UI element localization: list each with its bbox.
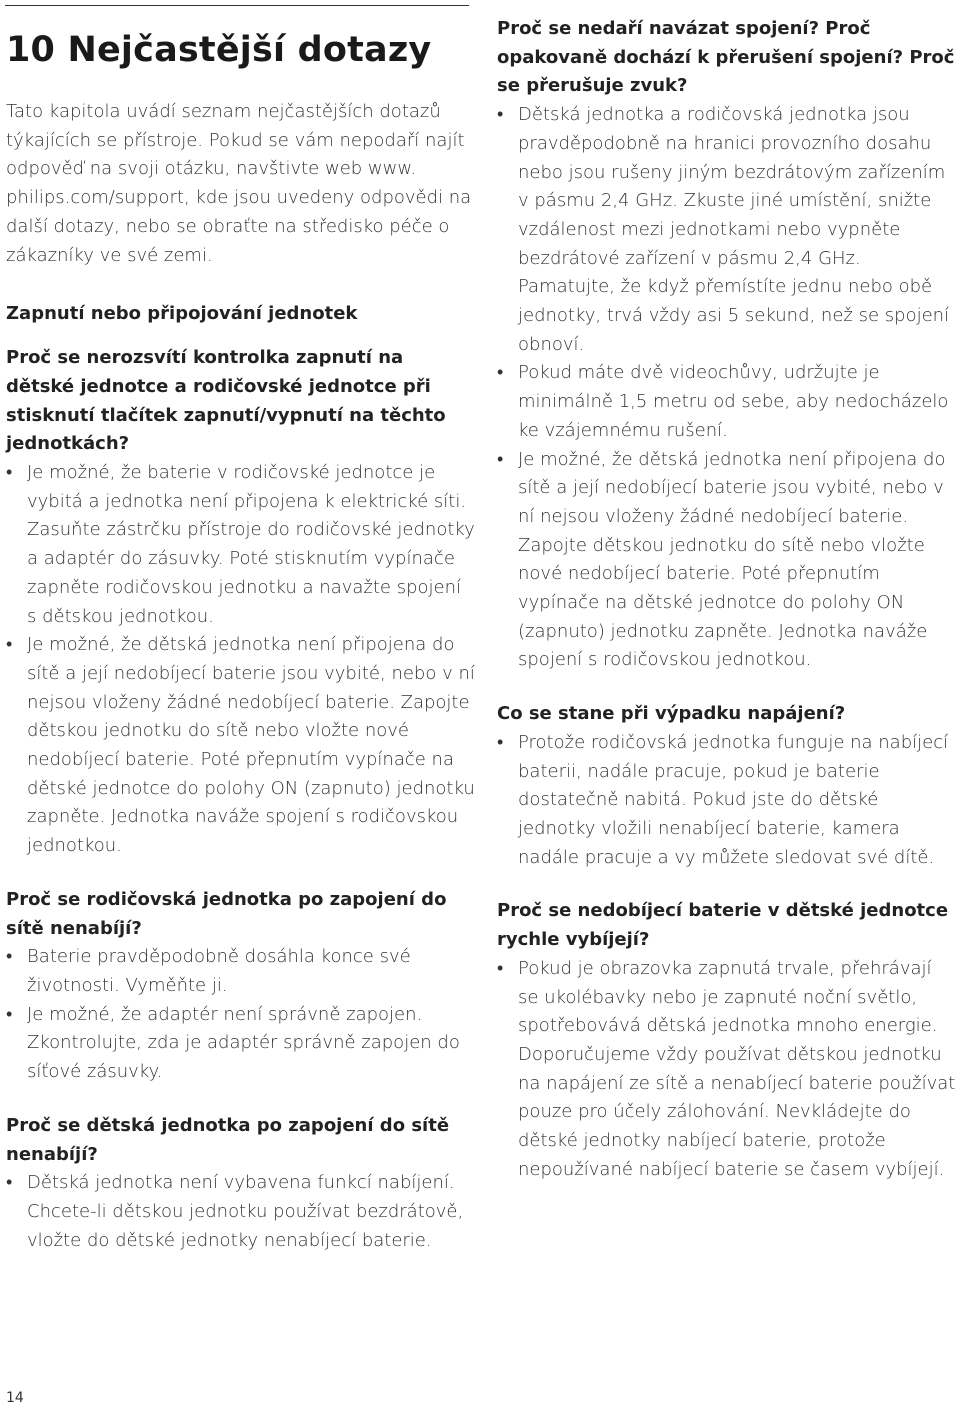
faq-answers: [497, 955, 957, 1185]
faq-answers: [6, 943, 476, 1087]
faq-answer-text: Je možné, že baterie v rodičovské jednotce je vybitá a jednotka není připojena k elektrické síti. Zasuňte zástrčku přístroje do rodičovské jednotky a adaptér do zásuvky. Poté stisknutím vypínače zapněte rodičovskou jednotku a navažte spojení s dětskou jednotkou.: [27, 462, 475, 627]
section-title: Zapnutí nebo připojování jednotek: [6, 303, 358, 325]
faq-answer: [6, 1001, 476, 1087]
right-column: [497, 15, 957, 1184]
faq-question: Proč se nedobíjecí baterie v dětské jednotce rychle vybíjejí?: [497, 900, 949, 951]
bullet-icon: •: [497, 957, 504, 979]
bullet-icon: •: [497, 731, 504, 753]
faq-answer-text: Je možné, že adaptér není správně zapojen. Zkontrolujte, zda je adaptér správně zapojen do síťové zásuvky.: [27, 1003, 460, 1083]
faq-answers: [497, 101, 957, 675]
bullet-icon: •: [497, 448, 504, 470]
bullet-icon: •: [6, 462, 13, 484]
bullet-icon: •: [6, 1172, 13, 1194]
bullet-icon: •: [6, 946, 13, 968]
faq-answer-text: Pokud je obrazovka zapnutá trvale, přehrávají se ukolébavky nebo je zapnuté noční světlo, spotřebovává dětská jednotka mnoho energie. Doporučujeme vždy používat dětskou jednotku na napájení ze sítě a nenabíjecí baterie používat pouze pro účely zálohování. Nevkládejte do dětské jednotky nabíjecí baterie, protože nepoužívané nabíjecí baterie se časem vybíjejí.: [518, 957, 956, 1180]
faq-answers: [6, 1169, 476, 1255]
faq-answer: [6, 1169, 476, 1255]
faq-answers: [497, 729, 957, 873]
faq-answer: [497, 446, 957, 676]
faq-answer: [497, 359, 957, 445]
faq-answer-text: Dětská jednotka a rodičovská jednotka jsou pravděpodobně na hranici provozního dosahu nebo jsou rušeny jiným bezdrátovým zařízením v pásmu 2,4 GHz. Zkuste jiné umístění, snižte vzdálenost mezi jednotkami nebo vypněte bezdrátové zařízení v pásmu 2,4 GHz. Pamatujte, že když přemístíte jednu nebo obě jednotky, trvá vždy asi 5 sekund, než se spojení obnoví.: [518, 104, 950, 355]
faq-answer-text: Je možné, že dětská jednotka není připojena do sítě a její nedobíjecí baterie jsou vybité, nebo v ní nejsou vloženy žádné nedobíjecí baterie. Zapojte dětskou jednotku do sítě nebo vložte nové nedobíjecí baterie. Poté přepnutím vypínače na dětské jednotce do polohy ON (zapnuto) jednotku zapněte. Jednotka naváže spojení s rodičovskou jednotkou.: [27, 634, 475, 857]
faq-answer-text: Protože rodičovská jednotka funguje na nabíjecí baterii, nadále pracuje, pokud je baterie dostatečně nabitá. Pokud jste do dětské jednotky vložili nenabíjecí baterie, kamera nadále pracuje a vy můžete sledovat své dítě.: [518, 731, 949, 868]
faq-answer: [6, 459, 476, 631]
page-number: 14: [6, 1390, 24, 1406]
faq-item: [6, 1112, 476, 1256]
faq-answer-text: Dětská jednotka není vybavena funkcí nabíjení. Chcete-li dětskou jednotku používat bezdrátově, vložte do dětské jednotky nenabíjecí baterie.: [27, 1172, 464, 1251]
top-rule: [5, 5, 469, 6]
faq-answer: [497, 729, 957, 873]
bullet-icon: •: [497, 104, 504, 126]
faq-answer: [6, 631, 476, 861]
faq-item: [497, 700, 957, 872]
intro-paragraph: Tato kapitola uvádí seznam nejčastějších dotazů týkajících se přístroje. Pokud se vám nepodaří najít odpověď na svoji otázku, navštivte web www. philips.com/support, kde jsou uvedeny odpovědi na další dotazy, nebo se obraťte na středisko péče o zákazníky ve své zemi.: [6, 101, 472, 266]
faq-answer-text: Baterie pravděpodobně dosáhla konce své životnosti. Vyměňte ji.: [27, 946, 411, 996]
faq-answer: [497, 955, 957, 1185]
faq-question: Proč se nedaří navázat spojení? Proč opakovaně dochází k přerušení spojení? Proč se přerušuje zvuk?: [497, 18, 955, 97]
faq-item: [497, 15, 957, 675]
bullet-icon: •: [6, 634, 13, 656]
faq-item: [497, 897, 957, 1184]
faq-answers: [6, 459, 476, 861]
faq-question: Proč se rodičovská jednotka po zapojení do sítě nenabíjí?: [6, 888, 447, 939]
faq-item: [6, 886, 476, 1087]
faq-question: Proč se nerozsvítí kontrolka zapnutí na dětské jednotce a rodičovské jednotce při stisknutí tlačítek zapnutí/vypnutí na těchto jednotkách?: [6, 347, 446, 455]
chapter-heading: 10 Nejčastější dotazy: [6, 30, 432, 70]
left-column: [6, 28, 476, 1255]
faq-item: [6, 344, 476, 861]
faq-answer: [497, 101, 957, 359]
bullet-icon: •: [497, 362, 504, 384]
faq-answer-text: Pokud máte dvě videochůvy, udržujte je minimálně 1,5 metru od sebe, aby nedocházelo ke vzájemnému rušení.: [518, 362, 949, 441]
faq-answer-text: Je možné, že dětská jednotka není připojena do sítě a její nedobíjecí baterie jsou vybité, nebo v ní nejsou vloženy žádné nedobíjecí baterie. Zapojte dětskou jednotku do sítě nebo vložte nové nedobíjecí baterie. Poté přepnutím vypínače na dětské jednotce do polohy ON (zapnuto) jednotku zapněte. Jednotka naváže spojení s rodičovskou jednotkou.: [518, 448, 946, 671]
faq-question: Proč se dětská jednotka po zapojení do sítě nenabíjí?: [6, 1114, 450, 1165]
faq-answer: [6, 943, 476, 1000]
bullet-icon: •: [6, 1003, 13, 1025]
faq-question: Co se stane při výpadku napájení?: [497, 703, 846, 725]
